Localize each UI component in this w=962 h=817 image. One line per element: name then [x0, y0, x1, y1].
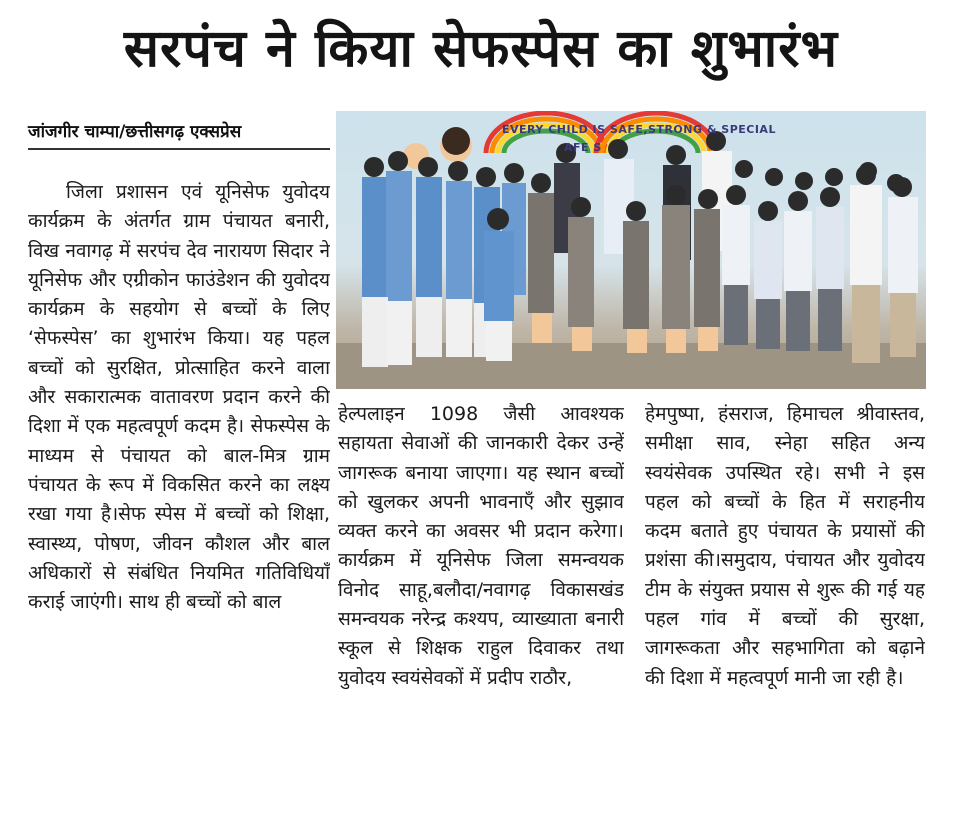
byline: जांजगीर चाम्पा/छत्तीसगढ़ एक्सप्रेस	[28, 118, 330, 150]
article-column-3: हेमपुष्पा, हंसराज, हिमाचल श्रीवास्तव, समीक्षा साव, स्नेहा सहित अन्य स्वयंसेवक उपस्थित रहे। सभी ने इस पहल को बच्चों के हित में सराहनीय कदम बताते हुए पंचायत के प्रयासों की प्रशंसा की।समुदाय, पंचायत और युवोदय टीम के संयुक्त प्रयास से शुरू की गई यह पहल गांव में बच्चों की सुरक्षा, जागरूकता और सहभागिता को बढ़ाने की दिशा में महत्वपूर्ण मानी जा रही है।	[645, 403, 925, 689]
group-photo-illustration	[336, 111, 926, 389]
wall-slogan: EVERY CHILD IS SAFE,STRONG & SPECIAL	[502, 123, 776, 136]
article-column-1: जिला प्रशासन एवं यूनिसेफ युवोदय कार्यक्रम के अंतर्गत ग्राम पंचायत बनारी, विख नवागढ़ में सरपंच देव नारायण सिदार ने यूनिसेफ और एग्रीकोन फाउंडेशन की युवोदय कार्यक्रम के सहयोग से बच्चों के लिए ‘सेफस्पेस’ का शुभारंभ किया। यह पहल बच्चों को सुरक्षित, प्रोत्साहित करने वाला और सकारात्मक वातावरण प्रदान करने की दिशा में एक महत्वपूर्ण कदम है। सेफस्पेस के माध्यम से पंचायत को बाल-मित्र ग्राम पंचायत के रूप में विकसित करने का लक्ष्य रखा गया है।सेफ स्पेस में बच्चों को शिक्षा, स्वास्थ्य, पोषण, जीवन कौशल और बाल अधिकारों से संबंधित नियमित गतिविधियाँ कराई जाएंगी। साथ ही बच्चों को बाल	[28, 181, 330, 614]
wall-slogan-partial: AFE S	[564, 141, 602, 154]
students-boys	[722, 165, 918, 363]
article-column-2: हेल्पलाइन 1098 जैसी आवश्यक सहायता सेवाओं की जानकारी देकर उन्हें जागरूक बनाया जाएगा। यह स्थान बच्चों को खुलकर अपनी भावनाएँ और सुझाव व्यक्त करने का अवसर भी प्रदान करेगा।कार्यक्रम में यूनिसेफ जिला समन्वयक विनोद साहू,बलौदा/नवागढ़ विकासखंड समन्वयक नरेन्द्र कश्यप, व्याख्याता बनारी स्कूल से शिक्षक राहुल दिवाकर तथा युवोदय स्वयंसेवकों में प्रदीप राठौर,	[338, 403, 624, 689]
headline: सरपंच ने किया सेफस्पेस का शुभारंभ	[123, 19, 839, 79]
news-photo	[336, 111, 926, 389]
